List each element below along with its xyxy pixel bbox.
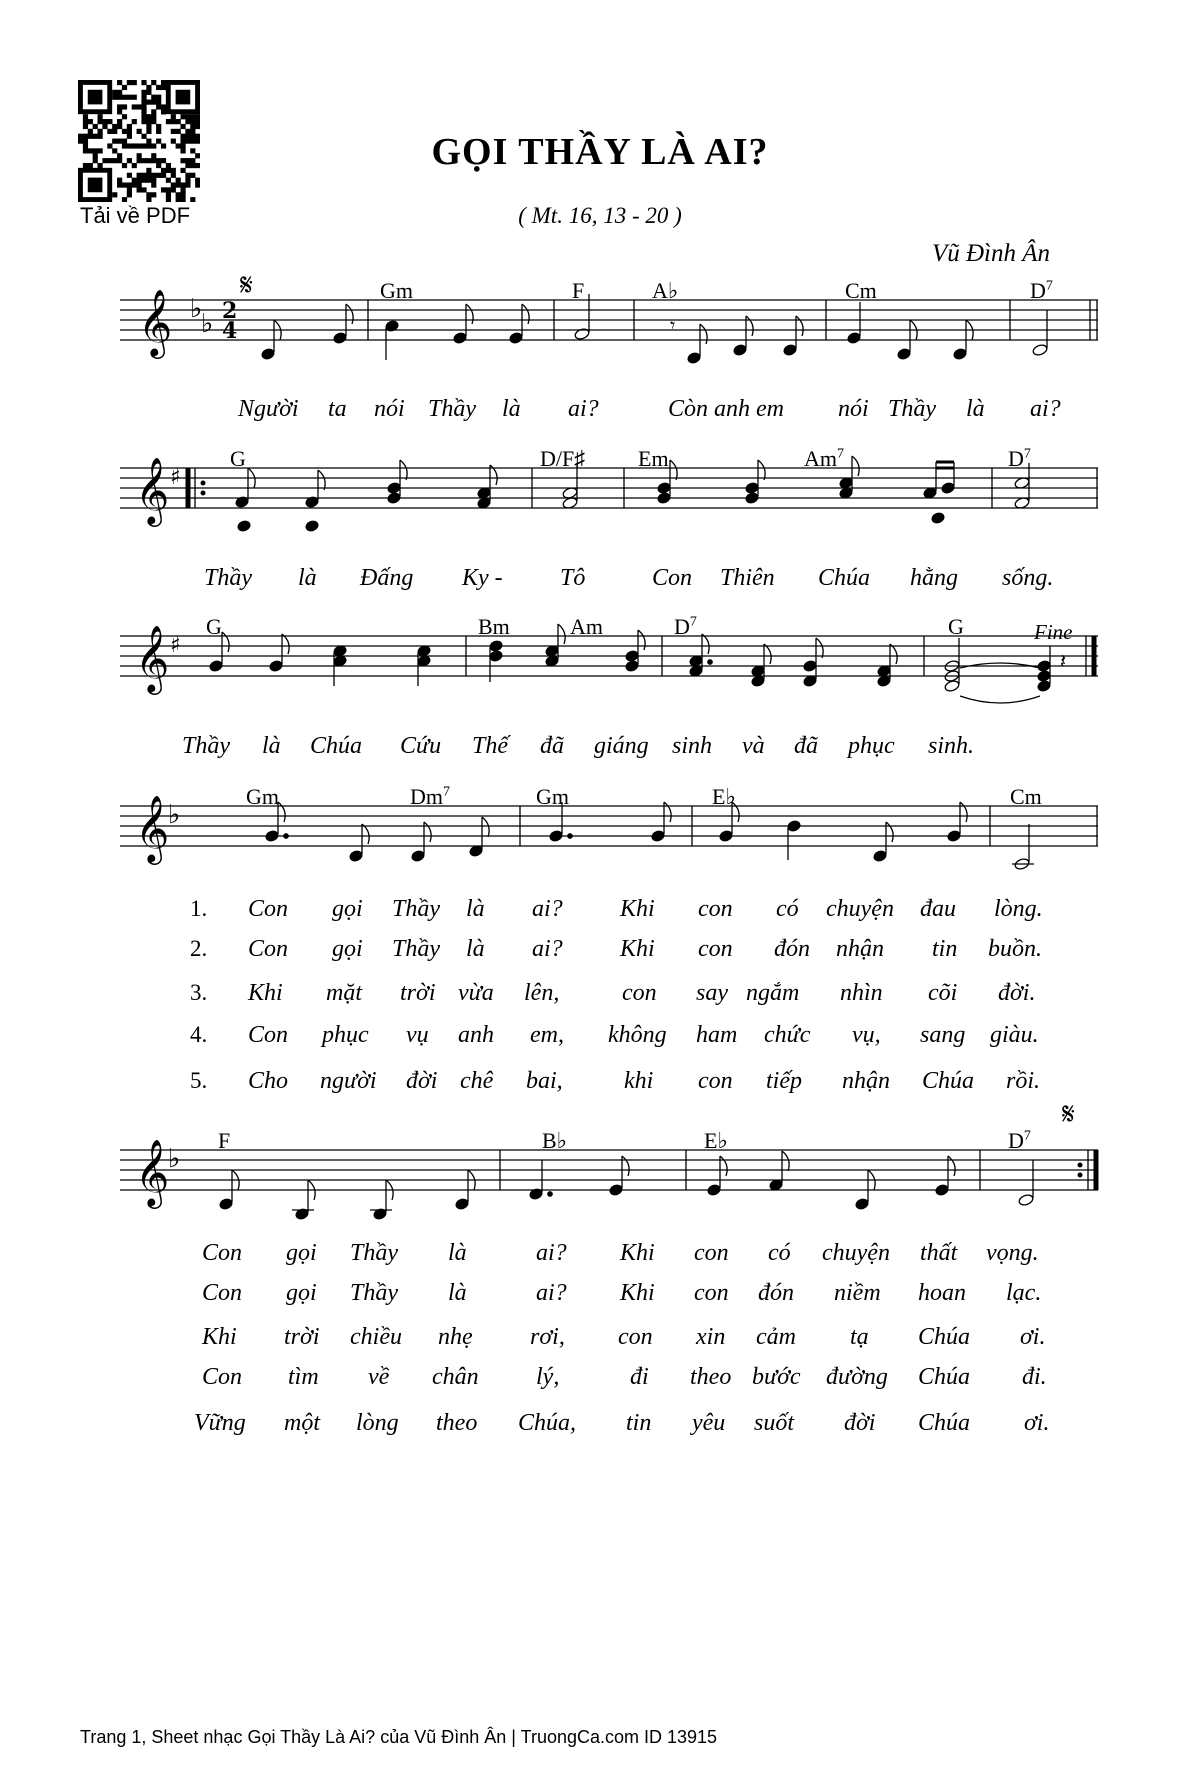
lyric-syllable: về [368, 1364, 390, 1390]
lyric-syllable: có [768, 1240, 791, 1266]
chord-label: G [230, 446, 246, 471]
lyric-syllable: Con [202, 1280, 243, 1306]
lyric-syllable: không [608, 1022, 667, 1048]
lyric-syllable: sống. [1002, 565, 1054, 591]
lyric-syllable: con [618, 1324, 653, 1350]
lyric-syllable: đón [758, 1280, 794, 1306]
lyric-syllable: gọi [332, 896, 363, 922]
lyric-syllable: Cho [248, 1068, 289, 1094]
lyric-syllable: con [698, 936, 733, 962]
flat-icon: ♭ [168, 1144, 181, 1174]
chord-label: $D^7$ [1008, 446, 1031, 471]
treble-clef-icon: 𝄞 [135, 1138, 170, 1206]
staff-2 [0, 448, 1200, 558]
lyric-syllable: người [320, 1068, 377, 1094]
segno-icon: 𝄋 [1062, 1097, 1075, 1132]
verse-number: 1. [190, 896, 208, 921]
staff-1 [0, 268, 1200, 390]
verse-number: 4. [190, 1022, 208, 1047]
lyric-syllable: Con [248, 936, 289, 962]
lyric-syllable: Chúa [918, 1364, 971, 1390]
lyric-syllable: lý, [536, 1364, 560, 1390]
lyric-syllable: ai? [536, 1280, 567, 1306]
lyric-syllable: Ky - [462, 565, 503, 591]
lyric-syllable: đón [774, 936, 810, 962]
lyric-syllable: Thầy [350, 1280, 398, 1306]
lyric-syllable: lên, [524, 980, 560, 1006]
lyric-syllable: phục [322, 1022, 369, 1048]
lyric-syllable: Còn anh em [668, 396, 784, 422]
lyric-syllable: Cứu [400, 733, 442, 759]
lyric-syllable: bai, [526, 1068, 563, 1094]
chord-label: $D^7$ [674, 614, 697, 639]
treble-clef-icon: 𝄞 [138, 288, 173, 356]
lyric-syllable: Khi [202, 1324, 237, 1350]
lyric-syllable: trời [284, 1324, 320, 1350]
lyric-syllable: vọng. [986, 1240, 1039, 1266]
lyric-syllable: con [694, 1240, 729, 1266]
treble-clef-icon: 𝄞 [135, 624, 170, 692]
chord-label: F [218, 1128, 231, 1153]
chord-label: $D^7$ [1030, 278, 1053, 303]
verse-number: 3. [190, 980, 208, 1005]
lyric-syllable: Chúa [310, 733, 363, 759]
lyric-syllable: ơi. [1024, 1410, 1050, 1436]
lyric-syllable: nói [374, 396, 405, 422]
lyric-syllable: Chúa, [518, 1410, 577, 1436]
sharp-icon: ♯ [170, 465, 181, 490]
chord-label: Am [570, 614, 603, 639]
lyric-syllable: đã [540, 733, 564, 759]
lyric-syllable: em, [530, 1022, 564, 1048]
lyric-syllable: Thầy [392, 896, 440, 922]
lyric-syllable: thất [920, 1240, 958, 1266]
lyric-syllable: vụ, [852, 1022, 881, 1048]
lyric-syllable: Khi [620, 1280, 655, 1306]
lyric-syllable: Khi [620, 936, 655, 962]
fine-marking: Fine [1034, 620, 1073, 644]
lyric-syllable: ai? [536, 1240, 567, 1266]
treble-clef-icon: 𝄞 [135, 456, 170, 524]
song-title: GỌI THẦY LÀ AI? [431, 131, 769, 173]
lyric-syllable: tiếp [766, 1068, 802, 1094]
lyric-syllable: hằng [910, 565, 958, 591]
lyric-syllable: đi. [1022, 1364, 1047, 1390]
verse-number: 5. [190, 1068, 208, 1093]
lyric-syllable: Thầy [888, 396, 936, 422]
lyric-syllable: ta [328, 396, 347, 422]
lyric-syllable: bước [752, 1364, 801, 1390]
lyric-syllable: rồi. [1006, 1068, 1041, 1094]
lyric-syllable: là [262, 733, 281, 759]
lyric-syllable: Chúa [922, 1068, 975, 1094]
lyric-syllable: chiều [350, 1324, 402, 1350]
lyric-syllable: có [776, 896, 799, 922]
lyric-syllable: rơi, [530, 1324, 565, 1350]
lyric-syllable: lòng [356, 1410, 399, 1436]
lyric-syllable: đời. [998, 980, 1036, 1006]
lyric-syllable: Thầy [428, 396, 476, 422]
lyric-syllable: đi [630, 1364, 649, 1390]
lyric-syllable: anh [458, 1022, 494, 1048]
lyric-syllable: buồn. [988, 936, 1042, 962]
lyric-syllable: Thầy [392, 936, 440, 962]
lyric-syllable: ai? [532, 936, 563, 962]
lyric-syllable: hoan [918, 1280, 966, 1306]
lyric-syllable: là [448, 1280, 467, 1306]
notes [219, 1151, 1034, 1220]
lyric-syllable: lạc. [1006, 1280, 1042, 1306]
lyric-syllable: Con [652, 565, 693, 591]
lyric-syllable: Con [202, 1240, 243, 1266]
staff-4 [0, 786, 1200, 896]
chord-label: Am$^7$ [804, 446, 844, 471]
chord-label: Gm [536, 784, 569, 809]
lyric-syllable: trời [400, 980, 436, 1006]
lyric-syllable: đời [844, 1410, 876, 1436]
chord-label: F [572, 278, 585, 303]
lyric-syllable: sinh [672, 733, 713, 759]
sharp-icon: ♯ [170, 633, 181, 658]
lyric-syllable: tin [626, 1410, 652, 1436]
lyric-syllable: Chúa [818, 565, 871, 591]
lyric-syllable: và [742, 733, 765, 759]
lyric-syllable: niềm [834, 1280, 881, 1306]
lyric-syllable: là [502, 396, 521, 422]
lyric-syllable: đau [920, 896, 956, 922]
lyric-syllable: Con [248, 1022, 289, 1048]
lyric-syllable: nhận [836, 936, 884, 962]
lyric-syllable: giàu. [990, 1022, 1039, 1048]
lyric-syllable: chuyện [822, 1240, 890, 1266]
lyric-syllable: là [448, 1240, 467, 1266]
lyric-syllable: phục [848, 733, 895, 759]
verse-number: 2. [190, 936, 208, 961]
lyric-syllable: Chúa [918, 1324, 971, 1350]
lyric-syllable: suốt [754, 1410, 795, 1436]
lyric-syllable: cõi [928, 980, 958, 1006]
staff-5 [0, 1097, 1200, 1240]
chord-label: D/F♯ [540, 446, 586, 471]
lyric-syllable: là [466, 936, 485, 962]
download-pdf-link[interactable]: Tải về PDF [80, 203, 191, 228]
page-footer: Trang 1, Sheet nhạc Gọi Thầy Là Ai? của Vũ Đình Ân | TruongCa.com ID 13915 [80, 1727, 718, 1747]
chord-label: A♭ [652, 278, 679, 303]
lyric-syllable: ơi. [1020, 1324, 1046, 1350]
lyric-syllable: là [966, 396, 985, 422]
chord-label: $D^7$ [1008, 1128, 1031, 1153]
composer-name: Vũ Đình Ân [931, 240, 1050, 267]
lyric-syllable: tìm [288, 1364, 319, 1390]
lyric-syllable: vụ [406, 1022, 429, 1048]
lyric-syllable: tin [932, 936, 958, 962]
lyric-syllable: đường [826, 1364, 888, 1390]
lyric-syllable: mặt [326, 980, 362, 1006]
lyric-syllable: con [622, 980, 657, 1006]
lyric-syllable: ham [696, 1022, 738, 1048]
lyric-syllable: Người [238, 396, 299, 422]
lyric-syllable: ai? [568, 396, 599, 422]
lyric-syllable: chức [764, 1022, 811, 1048]
lyric-syllable: đời [406, 1068, 438, 1094]
lyric-syllable: Thiên [720, 565, 775, 591]
lyric-syllable: nhìn [840, 980, 883, 1006]
chord-label: Cm [845, 278, 877, 303]
lyric-syllable: nhận [842, 1068, 890, 1094]
treble-clef-icon: 𝄞 [135, 794, 170, 862]
lyric-syllable: ai? [1030, 396, 1061, 422]
rest-icon: 𝄾 [670, 313, 676, 337]
lyric-syllable: theo [690, 1364, 732, 1390]
lyric-syllable: Con [202, 1364, 243, 1390]
chord-label: Bm [478, 614, 510, 639]
lyric-syllable: xin [696, 1324, 726, 1350]
lyric-syllable: vừa [458, 980, 494, 1006]
lyric-syllable: con [698, 1068, 733, 1094]
lyric-syllable: chê [460, 1068, 494, 1094]
lyric-syllable: cảm [756, 1324, 796, 1350]
chord-label: Em [638, 446, 669, 471]
flat-icon: ♭ [168, 800, 181, 830]
time-signature: 4 [222, 318, 238, 344]
chord-label: E♭ [712, 784, 736, 809]
lyric-syllable: Con [248, 896, 289, 922]
lyric-syllable: sang [920, 1022, 966, 1048]
lyric-syllable: theo [436, 1410, 478, 1436]
lyric-syllable: Thầy [350, 1240, 398, 1266]
lyric-syllable: Thầy [182, 733, 230, 759]
lyric-syllable: đã [794, 733, 818, 759]
chord-label: G [206, 614, 222, 639]
lyric-syllable: Khi [620, 1240, 655, 1266]
lyric-syllable: Chúa [918, 1410, 971, 1436]
staff-3 [0, 616, 1200, 726]
lyric-syllable: là [298, 565, 317, 591]
chord-label: E♭ [704, 1128, 728, 1153]
lyric-syllable: sinh. [928, 733, 975, 759]
chord-label: Gm [246, 784, 279, 809]
lyric-syllable: yêu [692, 1410, 726, 1436]
lyric-syllable: khi [624, 1068, 654, 1094]
lyric-syllable: nói [838, 396, 869, 422]
rest-icon: 𝄽 [1060, 649, 1067, 673]
lyric-syllable: Khi [248, 980, 283, 1006]
chord-label: Gm [380, 278, 413, 303]
lyric-syllable: con [698, 896, 733, 922]
chord-label: G [948, 614, 964, 639]
segno-icon: 𝄋 [240, 268, 253, 303]
lyric-syllable: lòng. [994, 896, 1043, 922]
lyric-syllable: chân [432, 1364, 479, 1390]
chord-label: Cm [1010, 784, 1042, 809]
lyric-syllable: Khi [620, 896, 655, 922]
chord-label: B♭ [542, 1128, 568, 1153]
lyric-syllable: Tô [560, 565, 586, 591]
scripture-reference: ( Mt. 16, 13 - 20 ) [518, 203, 682, 228]
lyric-syllable: gọi [332, 936, 363, 962]
lyric-syllable: Thế [472, 733, 508, 759]
flat-icon: ♭ [201, 309, 214, 339]
flat-icon: ♭ [190, 294, 203, 324]
lyric-syllable: con [694, 1280, 729, 1306]
time-signature: 2 [222, 298, 238, 324]
lyric-syllable: gọi [286, 1280, 317, 1306]
lyric-syllable: chuyện [826, 896, 894, 922]
lyric-syllable: say [696, 980, 728, 1006]
lyric-syllable: là [466, 896, 485, 922]
lyric-syllable: một [284, 1410, 320, 1436]
lyric-syllable: Đấng [360, 565, 414, 591]
lyric-syllable: nhẹ [438, 1324, 473, 1350]
lyric-syllable: tạ [850, 1324, 869, 1350]
lyric-syllable: gọi [286, 1240, 317, 1266]
lyric-syllable: Vững [194, 1410, 246, 1436]
notes [261, 294, 1048, 364]
lyric-syllable: giáng [594, 733, 649, 759]
lyric-syllable: ngắm [746, 980, 800, 1006]
lyric-syllable: ai? [532, 896, 563, 922]
lyric-syllable: Thầy [204, 565, 252, 591]
chord-label: Dm$^7$ [410, 784, 450, 809]
